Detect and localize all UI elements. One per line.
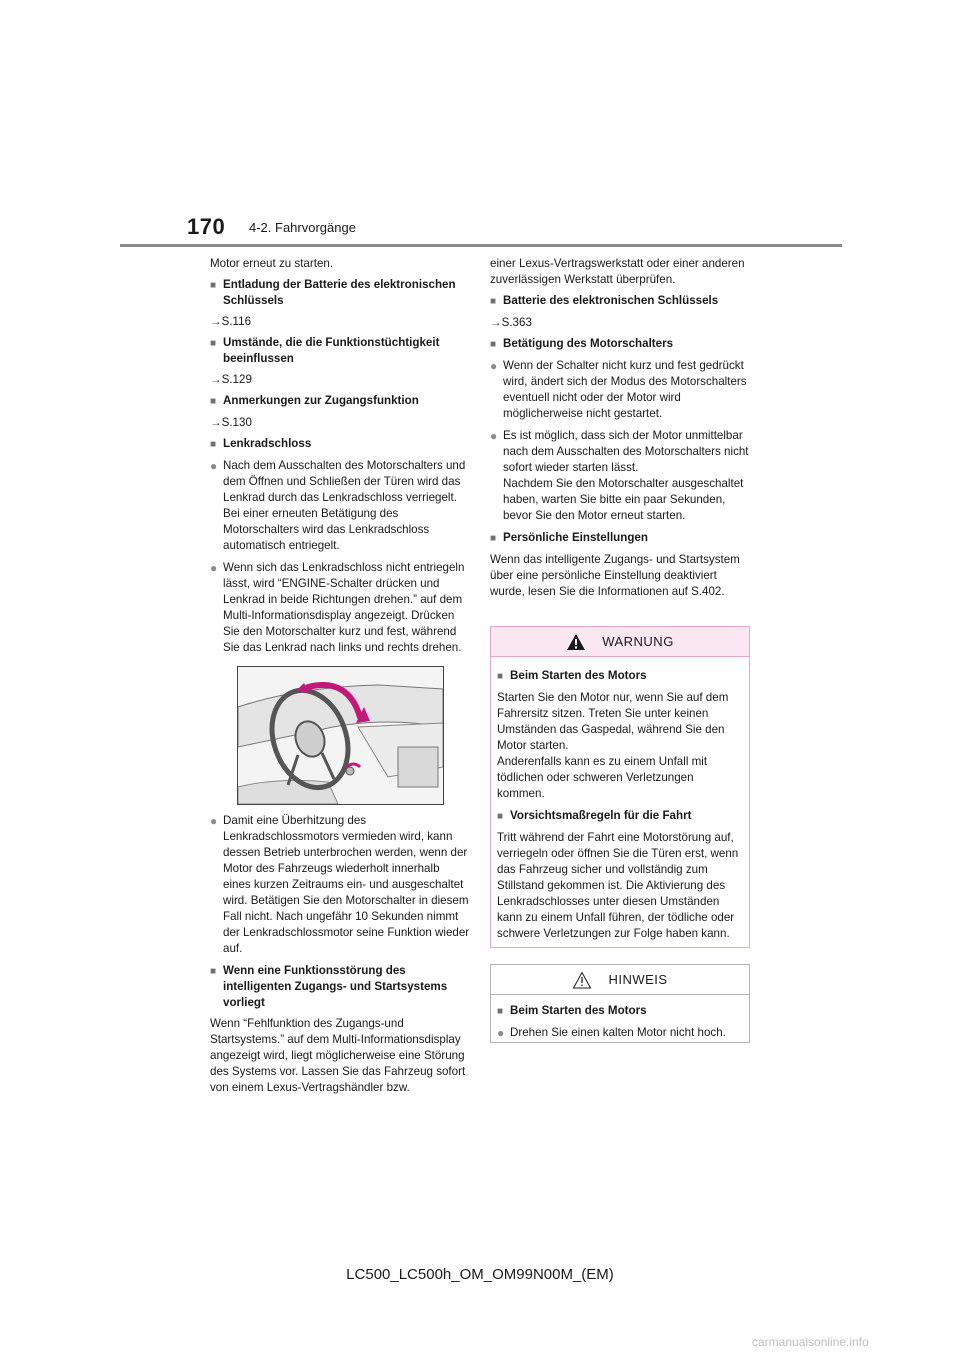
list-item: ● Drehen Sie einen kalten Motor nicht hoch.: [497, 1026, 726, 1040]
circle-bullet-icon: ●: [210, 459, 218, 473]
page-ref: →S.129: [210, 373, 252, 386]
heading-conditions: ■ Umstände, die die Funktionstüchtigkeit beeinflussen: [210, 336, 440, 365]
warning-text: Tritt während der Fahrt eine Motorstörung auf, verriegeln oder öffnen Sie die Türen erst, wenn das Fahrzeug sicher und vollständig zum Stillstand gekommen ist. Die Aktivierung des Lenkradschlosses unter diesen Umständen kann zu einem Unfall führen, der tödliche oder schwere Verletzungen zur Folge haben kann.: [497, 831, 739, 940]
list-item: ● Damit eine Überhitzung des Lenkradschlossmotors vermieden wird, kann dessen Betrieb unterbrochen werden, wenn der Motor des Fahrzeugs wiederholt innerhalb eines kurzen Zeitraums ein- und ausgeschaltet wird. Betätigen Sie den Motorschalter in diesem Fall nicht. Nach ungefähr 10 Sekunden nimmt der Lenkradschlossmotor seine Funktion wieder auf.: [210, 814, 470, 955]
circle-bullet-icon: ●: [490, 429, 498, 443]
steering-wheel-illustration: [237, 666, 444, 805]
warning-heading-driving: ■ Vorsichtsmaßregeln für die Fahrt: [497, 808, 744, 825]
caution-triangle-icon: [572, 971, 592, 989]
heading-battery-discharge: ■ Entladung der Batterie des elektronischen Schlüssels: [210, 278, 456, 307]
square-bullet-icon: ■: [210, 966, 217, 977]
circle-bullet-icon: ●: [490, 359, 498, 373]
malfunction-text: Wenn “Fehlfunktion des Zugangs-und Startsystems.” auf dem Multi-Informationsdisplay angezeigt wird, liegt möglicherweise eine Störung des Systems vor. Lassen Sie das Fahrzeug sofort von einem Lexus-Vertragshändler bzw.: [210, 1017, 466, 1094]
list-item: ● Wenn der Schalter nicht kurz und fest gedrückt wird, ändert sich der Modus des Motorschalters eventuell nicht oder der Motor wird möglicherweise nicht gestartet.: [490, 359, 747, 420]
warning-title: WARNUNG: [602, 633, 674, 649]
page-ref: →S.130: [210, 416, 252, 429]
heading-engine-switch: ■ Betätigung des Motorschalters: [490, 336, 752, 353]
notice-title: HINWEIS: [608, 971, 668, 987]
square-bullet-icon: ■: [210, 280, 217, 291]
warning-text: Anderenfalls kann es zu einem Unfall mit tödlichen oder schweren Verletzungen kommen.: [497, 755, 708, 800]
section-title: 4-2. Fahrvorgänge: [249, 220, 356, 235]
page-number: 170: [187, 214, 226, 239]
square-bullet-icon: ■: [497, 671, 504, 682]
circle-bullet-icon: ●: [210, 814, 218, 828]
page-ref: →S.363: [490, 316, 532, 329]
intro-text: Motor erneut zu starten.: [210, 257, 334, 270]
square-bullet-icon: ■: [490, 533, 497, 544]
list-item: ● Wenn sich das Lenkradschloss nicht entriegeln lässt, wird “ENGINE-Schalter drücken und Lenkrad in beide Richtungen drehen.” auf dem Multi-Informationsdisplay angezeigt. Drücken Sie den Motorschalter kurz und fest, während Sie das Lenkrad nach links und rechts drehen.: [210, 561, 465, 654]
continued-text: einer Lexus-Vertragswerkstatt oder einer anderen zuverlässigen Werkstatt überprüfen.: [490, 257, 745, 286]
square-bullet-icon: ■: [210, 439, 217, 450]
notice-box: [490, 964, 750, 1043]
warning-header: [491, 627, 749, 657]
warning-heading-start: ■ Beim Starten des Motors: [497, 668, 744, 685]
personal-settings-text: Wenn das intelligente Zugangs- und Startsystem über eine persönliche Einstellung deaktiviert wurde, lesen Sie die Informationen auf S.402.: [490, 553, 740, 598]
square-bullet-icon: ■: [490, 296, 497, 307]
square-bullet-icon: ■: [210, 396, 217, 407]
document-code: LC500_LC500h_OM_OM99N00M_(EM): [346, 1266, 614, 1283]
heading-access-notes: ■ Anmerkungen zur Zugangsfunktion: [210, 393, 470, 410]
notice-header: [491, 965, 749, 995]
square-bullet-icon: ■: [497, 811, 504, 822]
watermark: carmanualsonline.info: [752, 1335, 869, 1349]
warning-box: [490, 626, 750, 948]
circle-bullet-icon: ●: [210, 561, 218, 575]
heading-malfunction: ■ Wenn eine Funktionsstörung des intelligenten Zugangs- und Startsystems vorliegt: [210, 964, 448, 1009]
header-rule: [120, 244, 842, 247]
notice-heading-start: ■ Beim Starten des Motors: [497, 1003, 744, 1020]
heading-steering-lock: ■ Lenkradschloss: [210, 436, 470, 453]
right-column: [490, 256, 752, 605]
heading-key-battery: ■ Batterie des elektronischen Schlüssels: [490, 293, 752, 310]
circle-bullet-icon: ●: [497, 1026, 505, 1040]
square-bullet-icon: ■: [210, 338, 217, 349]
warning-triangle-icon: [566, 633, 586, 651]
left-column: [210, 256, 470, 1101]
square-bullet-icon: ■: [497, 1006, 504, 1017]
page-ref: →S.116: [210, 315, 252, 328]
list-item: ● Nach dem Ausschalten des Motorschalters und dem Öffnen und Schließen der Türen wird das Lenkrad durch das Lenkradschloss verriegelt. Bei einer erneuten Betätigung des Motorschalters wird das Lenkradschloss automatisch entriegelt.: [210, 459, 466, 552]
heading-personal-settings: ■ Persönliche Einstellungen: [490, 530, 752, 547]
square-bullet-icon: ■: [490, 339, 497, 350]
warning-text: Starten Sie den Motor nur, wenn Sie auf dem Fahrersitz sitzen. Treten Sie unter keinen Umständen das Gaspedal, während Sie den Motor starten.: [497, 691, 729, 752]
list-item: ● Es ist möglich, dass sich der Motor unmittelbar nach dem Ausschalten des Motorschalters nicht sofort wieder starten lässt. Nachdem Sie den Motorschalter ausgeschaltet haben, warten Sie bitte ein paar Sekunden, bevor Sie den Motor erneut starten.: [490, 429, 749, 522]
